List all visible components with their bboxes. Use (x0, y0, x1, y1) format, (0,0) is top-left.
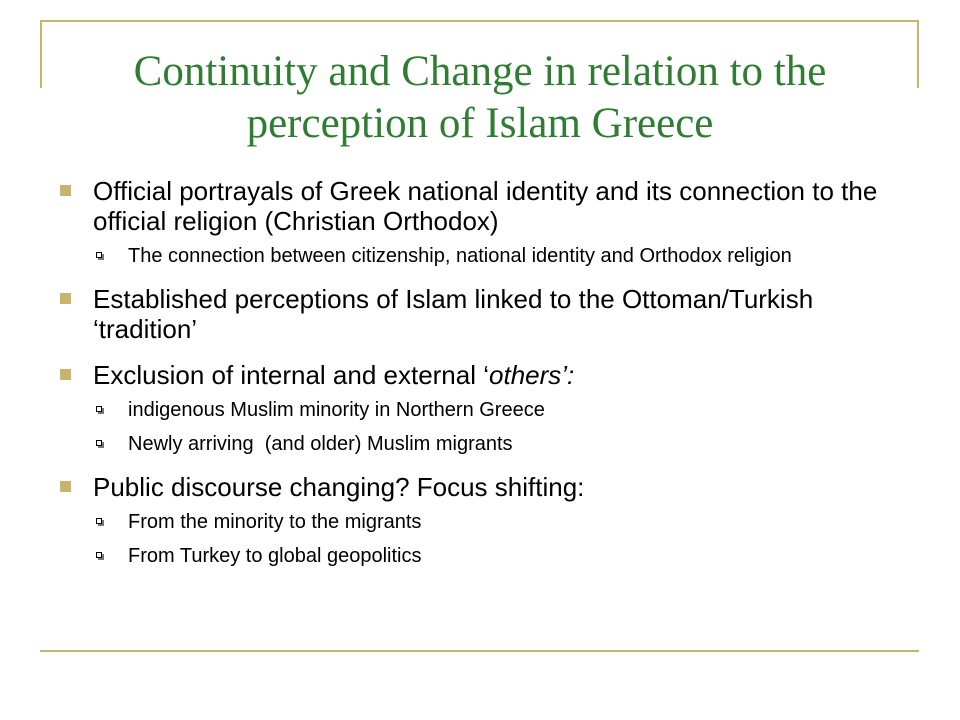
slide-content (60, 176, 890, 584)
hollow-square-bullet-icon (96, 406, 102, 412)
sub-bullet-list (93, 398, 890, 456)
sub-bullet-item (93, 244, 890, 268)
bullet-text-italic: others’: (489, 360, 575, 390)
sub-bullet-text: The connection between citizenship, national identity and Orthodox religion (128, 245, 792, 267)
square-bullet-icon (60, 293, 71, 304)
sub-bullet-text: From the minority to the migrants (128, 511, 422, 533)
sub-bullet-text: indigenous Muslim minority in Northern Greece (128, 399, 545, 421)
sub-bullet-item (93, 398, 890, 422)
decorative-left-line (40, 20, 42, 88)
decorative-bottom-line (40, 650, 919, 652)
bullet-text: Official portrayals of Greek national identity and its connection to the official religion (Christian Orthodox) (93, 176, 878, 236)
square-bullet-icon (60, 481, 71, 492)
sub-bullet-item (93, 432, 890, 456)
hollow-square-bullet-icon (96, 252, 102, 258)
hollow-square-bullet-icon (96, 518, 102, 524)
square-bullet-icon (60, 185, 71, 196)
decorative-right-line (917, 20, 919, 88)
bullet-text: Public discourse changing? Focus shifting: (93, 472, 585, 502)
sub-bullet-list (93, 244, 890, 268)
square-bullet-icon (60, 369, 71, 380)
sub-bullet-item (93, 510, 890, 534)
sub-bullet-text: Newly arriving (and older) Muslim migrants (128, 433, 513, 455)
hollow-square-bullet-icon (96, 552, 102, 558)
sub-bullet-item (93, 544, 890, 568)
bullet-text: Exclusion of internal and external ‘ (93, 360, 490, 390)
bullet-item (60, 284, 890, 344)
hollow-square-bullet-icon (96, 440, 102, 446)
bullet-item (60, 472, 890, 568)
bullet-item (60, 176, 890, 268)
sub-bullet-text: From Turkey to global geopolitics (128, 545, 422, 567)
bullet-text: Established perceptions of Islam linked to the Ottoman/Turkish ‘tradition’ (93, 284, 814, 344)
sub-bullet-list (93, 510, 890, 568)
slide-title: Continuity and Change in relation to the perception of Islam Greece (133, 48, 827, 147)
decorative-top-line (40, 20, 919, 22)
bullet-item (60, 360, 890, 456)
